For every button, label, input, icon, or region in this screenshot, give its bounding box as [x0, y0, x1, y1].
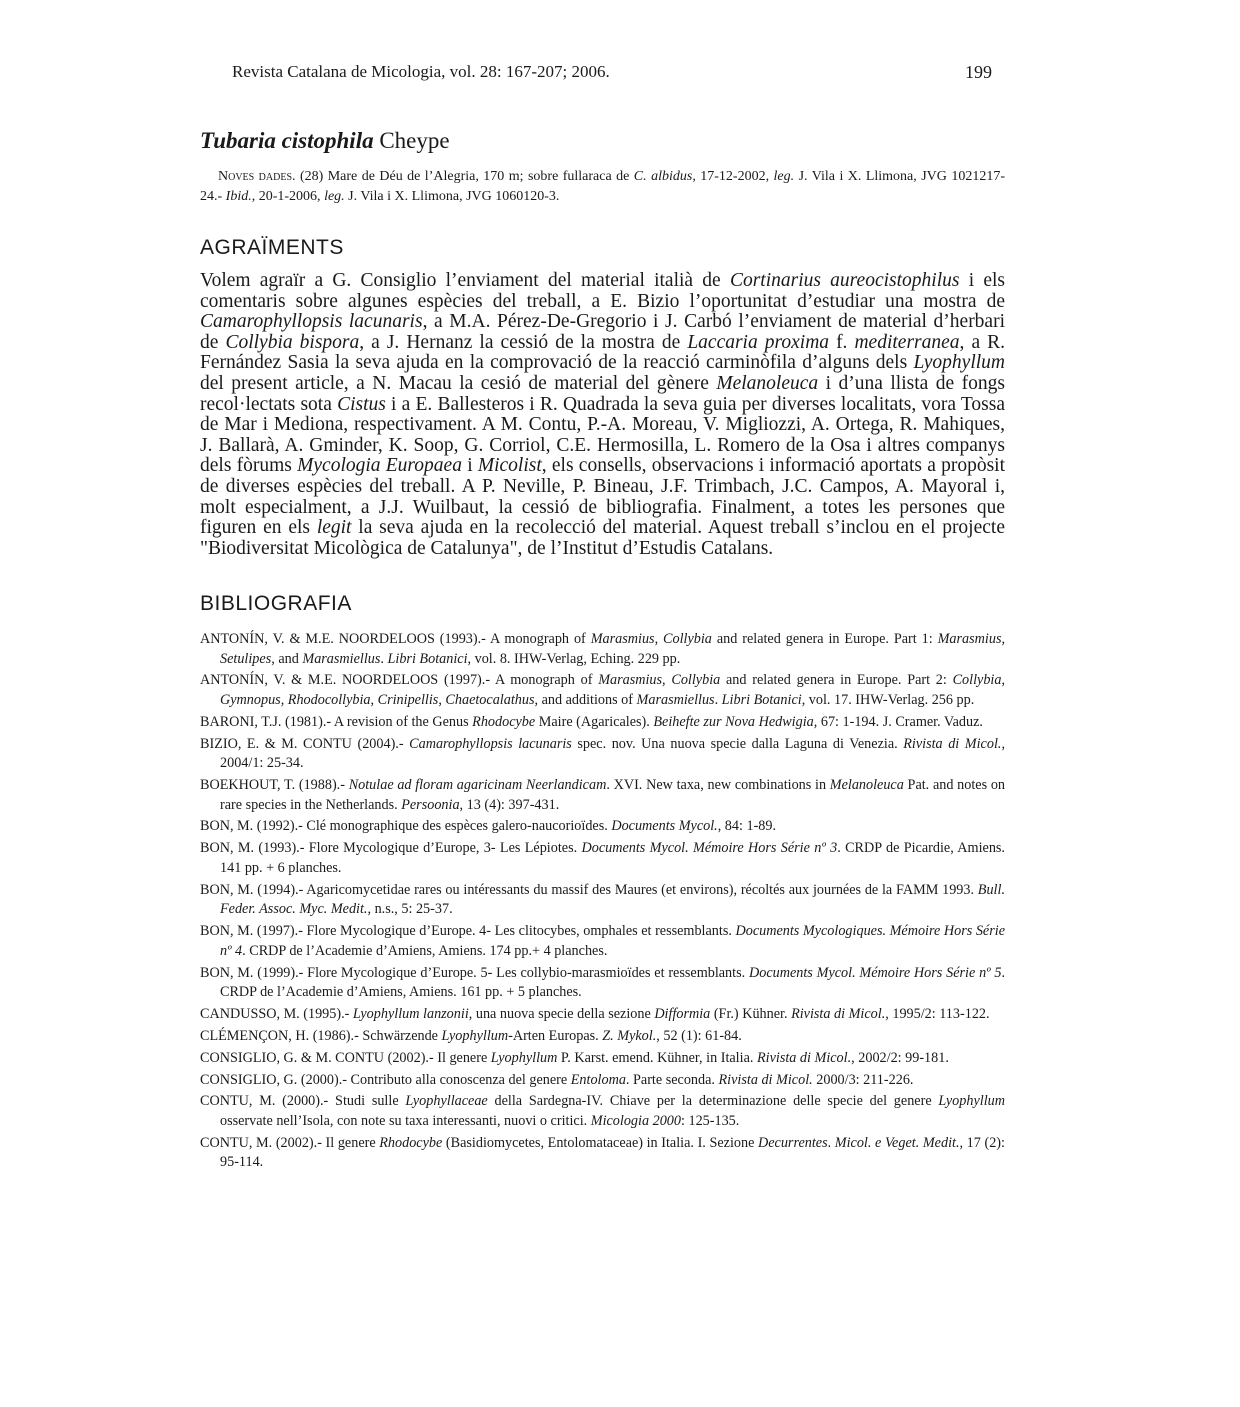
text-run: CANDUSSO, M. (1995).-: [200, 1005, 353, 1022]
text-run: ,: [438, 691, 446, 708]
italic-run: Rivista di Micol.: [718, 1071, 813, 1088]
text-run: ,: [280, 691, 288, 708]
text-run: ANTONÍN, V. & M.E. NOORDELOOS (1993).- A monograph of: [200, 631, 591, 647]
italic-run: Laccaria proxima: [687, 331, 830, 353]
italic-run: Collybia: [663, 631, 712, 647]
text-run: . CRDP de Picardie, Amiens. 141 pp. + 6 planches.: [220, 840, 1005, 876]
reference-item: [200, 1071, 1005, 1091]
text-run: i d’una llista de fongs recol·lectats sota: [200, 372, 1006, 415]
text-run: , 52 (1): 61-84.: [656, 1027, 742, 1044]
text-run: 2000/3: 211-226.: [812, 1071, 914, 1088]
text-run: ,: [1001, 672, 1006, 689]
italic-run: Lyophyllum lanzonii: [352, 1005, 469, 1022]
italic-run: Cistus: [337, 393, 386, 415]
text-run: Pat. and notes on rare species in the Netherlands.: [220, 777, 1006, 813]
italic-run: legit: [316, 517, 352, 539]
text-run: ,: [1001, 631, 1006, 647]
italic-run: Lyophyllum: [490, 1049, 558, 1066]
text-run: spec. nov. Una nuova specie dalla Laguna di Venezia.: [571, 735, 904, 752]
italic-run: Micolist: [477, 455, 542, 477]
text-run: . Parte seconda.: [625, 1071, 719, 1088]
text-run: BARONI, T.J. (1981).- A revision of the Genus: [200, 713, 473, 730]
text-run: i: [461, 455, 478, 477]
italic-run: Ibid.: [225, 189, 252, 204]
italic-run: Notulae ad floram agaricinam Neerlandicam: [348, 777, 607, 794]
text-run: ANTONÍN, V. & M.E. NOORDELOOS (1997).- A monograph of: [200, 672, 599, 689]
text-run: , 13 (4): 397-431.: [459, 796, 560, 813]
text-run: , a M.A. Pérez-De-Gregorio i J. Carbó l’enviament de material d’herbari de: [200, 311, 1006, 353]
text-run: la seva ajuda en la recolecció del material. Aquest treball s’inclou en el projecte "Biodiversitat Micològica de Catalunya", de l’Institut d’Estudis Catalans.: [200, 517, 1005, 559]
italic-run: Marasmius: [598, 672, 663, 689]
text-run: del present article, a N. Macau la cesió de material del gènere: [200, 372, 717, 394]
text-run: Volem agraïr a G. Consiglio l’enviament del material italià de: [200, 270, 730, 291]
text-run: , 20-1-2006,: [251, 189, 325, 204]
text-run: , vol. 17. IHW-Verlag. 256 pp.: [801, 691, 975, 708]
text-run: . (28) Mare de Déu de l’Alegria, 170 m; sobre fullaraca de: [292, 169, 634, 184]
text-run: , a R. Fernández Sasia la seva ajuda en la comprovació de la reacció carminòfila d’alguns dels: [200, 331, 1006, 374]
text-run: BON, M. (1992).- Clé monographique des espèces galero-naucorioïdes.: [200, 818, 612, 835]
text-run: : 125-135.: [681, 1112, 740, 1129]
reference-item: [200, 1134, 1005, 1173]
text-run: , 17 (2): 95-114.: [220, 1134, 1005, 1171]
reference-item: [200, 817, 1005, 837]
text-run: BOEKHOUT, T. (1988).-: [200, 777, 349, 794]
italic-run: Bull. Feder. Assoc. Myc. Medit.: [220, 881, 1005, 918]
text-run: , 84: 1-89.: [717, 818, 777, 835]
text-run: BIZIO, E. & M. CONTU (2004).-: [200, 735, 410, 752]
text-run: , n.s., 5: 25-37.: [367, 901, 453, 918]
italic-run: Marasmiellus: [636, 691, 715, 708]
italic-run: Libri Botanici: [387, 650, 468, 667]
running-header: [232, 62, 992, 88]
new-records-label: Noves dades: [218, 169, 293, 184]
text-run: J. Vila i X. Llimona, JVG 1060120-3.: [344, 189, 560, 204]
italic-run: Setulipes: [220, 650, 272, 667]
text-run: .: [714, 691, 722, 708]
acknowledgements-paragraph: [200, 271, 1005, 559]
text-run: , a J. Hernanz la cessió de la mostra de: [359, 331, 688, 353]
text-run: BON, M. (1993).- Flore Mycologique d’Europe, 3- Les Lépiotes.: [200, 840, 582, 857]
italic-run: Cortinarius aureocistophilus: [729, 270, 960, 291]
reference-item: [200, 1092, 1005, 1131]
text-run: ,: [654, 631, 664, 647]
text-run: (Basidiomycetes, Entolomataceae) in Italia. I. Sezione: [442, 1134, 758, 1151]
italic-run: Rhodocollybia: [287, 691, 371, 708]
text-run: CONSIGLIO, G. & M. CONTU (2002).- Il genere: [200, 1049, 491, 1066]
text-run: ,: [370, 691, 378, 708]
italic-run: Collybia bispora: [225, 331, 360, 353]
page-number: 199: [965, 62, 992, 82]
italic-run: Rivista di Micol.: [903, 735, 1002, 752]
text-run: , vol. 8. IHW-Verlag, Eching. 229 pp.: [467, 650, 681, 667]
text-run: -Arten Europas.: [508, 1027, 603, 1044]
text-run: osservate nell’Isola, con note su taxa interessanti, nuovi o critici.: [220, 1112, 591, 1129]
text-run: , 2002/2: 99-181.: [851, 1049, 949, 1066]
italic-run: Collybia: [952, 672, 1002, 689]
bibliography-heading: BIBLIOGRAFIA: [200, 592, 352, 615]
text-run: BON, M. (1994).- Agaricomycetidae rares ou intéressants du massif des Maures (et environs), récoltés aux journées de la FAMM 1993.: [200, 881, 978, 898]
italic-run: mediterranea: [854, 331, 960, 353]
text-run: CONSIGLIO, G. (2000).- Contributo alla conoscenza del genere: [200, 1071, 571, 1088]
text-run: (Fr.) Kühner.: [710, 1005, 792, 1022]
italic-run: Camarophyllopsis lacunaris: [200, 311, 423, 333]
italic-run: Lyophyllum: [913, 352, 1005, 374]
italic-run: Lyophyllaceae: [405, 1093, 488, 1110]
reference-list: [200, 630, 1005, 1175]
text-run: CLÉMENÇON, H. (1986).- Schwärzende: [200, 1027, 442, 1044]
italic-run: Lyophyllum: [938, 1093, 1005, 1110]
text-run: J. Vila i X. Llimona, JVG 1021217-24.-: [200, 169, 1005, 204]
italic-run: Documents Mycologiques. Mémoire Hors Série nº 4: [220, 923, 1005, 959]
reference-item: [200, 630, 1005, 669]
reference-item: [200, 1027, 1005, 1047]
italic-run: Chaetocalathus: [445, 691, 535, 708]
italic-run: Marasmiellus: [302, 650, 381, 667]
text-run: P. Karst. emend. Kühner, in Italia.: [557, 1049, 757, 1066]
journal-citation: Revista Catalana de Micologia, vol. 28: 167-207; 2006.: [232, 62, 610, 81]
species-name: Tubaria cistophila: [200, 128, 374, 153]
italic-run: Z. Mykol.: [602, 1027, 657, 1044]
text-run: , 1995/2: 113-122.: [885, 1005, 990, 1022]
text-run: and related genera in Europe. Part 2:: [720, 672, 953, 689]
text-run: , and: [271, 650, 303, 667]
species-heading: [200, 128, 450, 154]
text-run: CONTU, M. (2000).- Studi sulle: [200, 1093, 406, 1110]
reference-item: [200, 881, 1005, 920]
reference-item: [200, 776, 1005, 815]
italic-run: Persoonia: [401, 796, 460, 813]
italic-run: Crinipellis: [377, 691, 439, 708]
text-run: BON, M. (1997).- Flore Mycologique d’Europe. 4- Les clitocybes, omphales et ressemblants.: [200, 923, 736, 940]
italic-run: Marasmius: [937, 631, 1002, 647]
text-run: ,: [662, 672, 672, 689]
text-run: and related genera in Europe. Part 1:: [711, 631, 938, 647]
text-run: Maire (Agaricales).: [535, 713, 654, 730]
text-run: della Sardegna-IV. Chiave per la determinazione delle specie del genere: [487, 1093, 939, 1110]
text-run: , 67: 1-194. J. Cramer. Vaduz.: [813, 713, 983, 730]
species-author: Cheype: [379, 128, 450, 153]
italic-run: Documents Mycol. Mémoire Hors Série nº 3: [581, 840, 838, 857]
text-run: .: [827, 1134, 835, 1151]
italic-run: Difformia: [654, 1005, 711, 1022]
italic-run: Entoloma: [570, 1071, 626, 1088]
italic-run: Micologia 2000: [590, 1112, 681, 1129]
italic-run: leg.: [773, 169, 795, 184]
italic-run: Beihefte zur Nova Hedwigia: [653, 713, 814, 730]
reference-item: [200, 735, 1005, 774]
text-run: i els comentaris sobre algunes espècies del treball, a E. Bizio l’oportunitat d’estudiar una mostra de: [200, 270, 1005, 312]
text-run: , una nuova specie della sezione: [468, 1005, 655, 1022]
text-run: CONTU, M. (2002).- Il genere: [200, 1134, 380, 1151]
reference-item: [200, 671, 1005, 710]
italic-run: Marasmius: [590, 631, 655, 647]
reference-item: [200, 839, 1005, 878]
italic-run: Collybia: [671, 672, 721, 689]
text-run: , els consells, observacions i informació aportats a propòsit de diverses espècies del treball. A P. Neville, P. Bineau, J.F. Trimbach, J.C. Campos, A. Mayoral i, molt especialment, a J.J. Wuilbaut, la cessió de bibliografia. Finalment, a totes les persones que figuren en els: [200, 455, 1006, 539]
text-run: .: [380, 650, 388, 667]
italic-run: Decurrentes: [758, 1134, 828, 1151]
new-records-paragraph: [200, 167, 1005, 207]
reference-item: [200, 713, 1005, 733]
italic-run: Libri Botanici: [721, 691, 802, 708]
text-run: BON, M. (1999).- Flore Mycologique d’Europe. 5- Les collybio-marasmioïdes et ressemblants.: [200, 964, 749, 981]
italic-run: Rivista di Micol.: [791, 1005, 886, 1022]
text-run: . CRDP de l’Academie d’Amiens, Amiens. 174 pp.+ 4 planches.: [242, 942, 608, 959]
text-run: , 2004/1: 25-34.: [220, 735, 1005, 772]
italic-run: Documents Mycol.: [611, 818, 718, 835]
text-run: . CRDP de l’Academie d’Amiens, Amiens. 161 pp. + 5 planches.: [220, 964, 1006, 1001]
reference-item: [200, 922, 1005, 961]
reference-item: [200, 1005, 1005, 1025]
text-run: , 17-12-2002,: [692, 169, 774, 184]
text-run: , and additions of: [534, 691, 637, 708]
italic-run: Mycologia Europaea: [297, 455, 462, 477]
italic-run: Gymnopus: [220, 691, 281, 708]
italic-run: Melanoleuca: [716, 372, 819, 394]
text-run: f.: [829, 331, 855, 353]
text-run: i a E. Ballesteros i R. Quadrada la seva guia per diverses localitats, vora Tossa de Mar i Mediona, respectivament. A M. Contu, P.-A. Moreau, V. Migliozzi, A. Ortega, R. Mahiques, J. Ballarà, A. Gminder, K. Soop, G. Corriol, C.E. Hermosilla, L. Romero de la Osa i altres companys dels fòrums: [200, 393, 1005, 477]
reference-item: [200, 1049, 1005, 1069]
italic-run: Rhodocybe: [379, 1134, 443, 1151]
italic-run: Rivista di Micol.: [756, 1049, 852, 1066]
italic-run: C. albidus: [633, 169, 693, 184]
italic-run: Documents Mycol. Mémoire Hors Série nº 5: [748, 964, 1002, 981]
italic-run: Camarophyllopsis lacunaris: [409, 735, 572, 752]
italic-run: Micol. e Veget. Medit.: [834, 1134, 960, 1151]
acknowledgements-heading: AGRAÏMENTS: [200, 236, 344, 259]
italic-run: Rhodocybe: [472, 713, 536, 730]
italic-run: Lyophyllum: [441, 1027, 509, 1044]
italic-run: Melanoleuca: [829, 777, 904, 794]
italic-run: leg.: [324, 189, 345, 204]
text-run: . XVI. New taxa, new combinations in: [606, 777, 830, 794]
reference-item: [200, 964, 1005, 1003]
